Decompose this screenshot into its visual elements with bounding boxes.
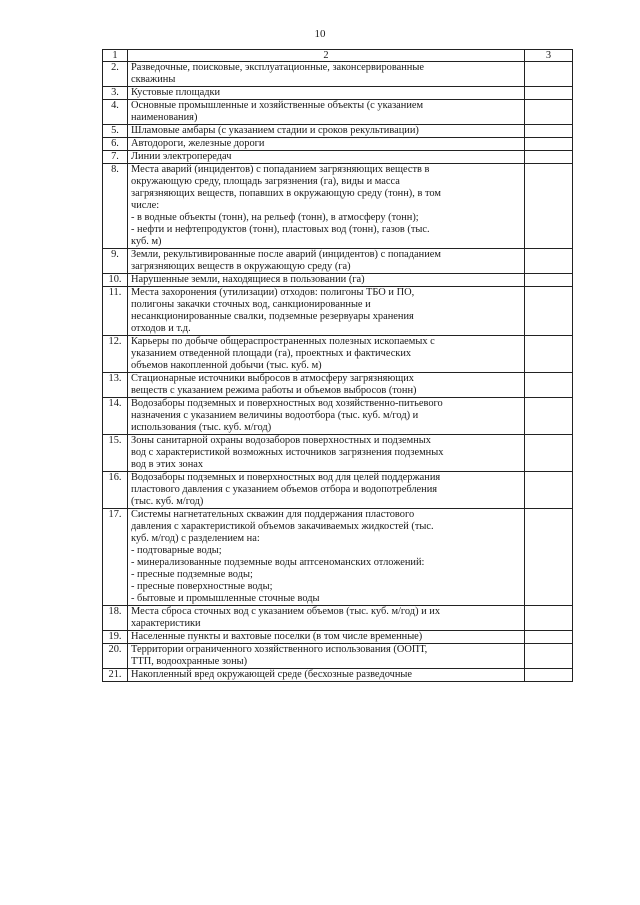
- description-line: - минерализованные подземные воды аптсеноманских отложений:: [131, 557, 425, 568]
- row-value: [525, 669, 573, 682]
- row-value: [525, 435, 573, 472]
- description-line: указанием отведенной площади (га), проектных и фактических: [131, 348, 412, 359]
- row-description: [128, 138, 525, 151]
- description-line: Места аварий (инцидентов) с попаданием загрязняющих веществ в: [131, 164, 430, 175]
- table-row: [103, 472, 573, 509]
- row-number: 7.: [103, 151, 128, 164]
- row-number: 13.: [103, 373, 128, 398]
- row-number: 5.: [103, 125, 128, 138]
- description-line: Основные промышленные и хозяйственные объекты (с указанием: [131, 100, 424, 111]
- row-value: [525, 100, 573, 125]
- row-description: [128, 249, 525, 274]
- page-number: 10: [314, 28, 326, 40]
- description-line: Водозаборы подземных и поверхностных вод хозяйственно-питьевого: [131, 398, 443, 409]
- description-line: Накопленный вред окружающей среде (бесхозные разведочные: [131, 669, 413, 680]
- row-value: [525, 644, 573, 669]
- row-number: 2.: [103, 62, 128, 87]
- table-row: [103, 336, 573, 373]
- table-row: [103, 164, 573, 249]
- description-line: полигоны закачки сточных вод, санкционированные и: [131, 299, 371, 310]
- table-row: [103, 287, 573, 336]
- row-number: 17.: [103, 509, 128, 606]
- table-row: [103, 644, 573, 669]
- table-row: [103, 151, 573, 164]
- description-line: пластового давления с указанием объемов отбора и водопотребления: [131, 484, 438, 495]
- description-line: Автодороги, железные дороги: [131, 138, 265, 149]
- description-line: Территории ограниченного хозяйственного использования (ООПТ,: [131, 644, 428, 655]
- row-number: 4.: [103, 100, 128, 125]
- description-line: веществ с указанием режима работы и объемов выбросов (тонн): [131, 385, 417, 396]
- table-row: [103, 249, 573, 274]
- description-line: вод с характеристикой возможных источников загрязнения подземных: [131, 447, 444, 458]
- row-value: [525, 606, 573, 631]
- table-row: [103, 509, 573, 606]
- row-value: [525, 87, 573, 100]
- row-value: [525, 164, 573, 249]
- description-line: объемов накопленной добычи (тыс. куб. м): [131, 360, 322, 371]
- row-value: [525, 398, 573, 435]
- description-line: окружающую среду, площадь загрязнения (га), виды и масса: [131, 176, 400, 187]
- row-value: [525, 249, 573, 274]
- description-line: Системы нагнетательных скважин для поддержания пластового: [131, 509, 415, 520]
- row-number: 6.: [103, 138, 128, 151]
- row-description: [128, 62, 525, 87]
- header-col-3: 3: [525, 50, 573, 62]
- row-value: [525, 631, 573, 644]
- description-line: загрязняющих веществ в окружающую среду (га): [131, 261, 351, 272]
- row-description: [128, 151, 525, 164]
- table-row: [103, 274, 573, 287]
- row-number: 21.: [103, 669, 128, 682]
- table-header-row: [103, 50, 573, 62]
- description-line: ТТП, водоохранные зоны): [131, 656, 248, 667]
- row-description: [128, 336, 525, 373]
- table-row: [103, 435, 573, 472]
- row-number: 11.: [103, 287, 128, 336]
- row-number: 16.: [103, 472, 128, 509]
- description-line: - бытовые и промышленные сточные воды: [131, 593, 320, 604]
- row-description: [128, 669, 525, 682]
- table-row: [103, 62, 573, 87]
- header-col-2: 2: [128, 50, 525, 62]
- description-line: Карьеры по добыче общераспространенных полезных ископаемых с: [131, 336, 435, 347]
- description-line: несанкционированные свалки, подземные резервуары хранения: [131, 311, 414, 322]
- description-line: Водозаборы подземных и поверхностных вод для целей поддержания: [131, 472, 441, 483]
- table-row: [103, 606, 573, 631]
- row-description: [128, 472, 525, 509]
- row-value: [525, 138, 573, 151]
- row-number: 14.: [103, 398, 128, 435]
- description-line: Шламовые амбары (с указанием стадии и сроков рекультивации): [131, 125, 419, 136]
- description-line: Земли, рекультивированные после аварий (инцидентов) с попаданием: [131, 249, 441, 260]
- row-description: [128, 164, 525, 249]
- description-line: - в водные объекты (тонн), на рельеф (тонн), в атмосферу (тонн);: [131, 212, 419, 223]
- description-line: Места захоронения (утилизации) отходов: полигоны ТБО и ПО,: [131, 287, 415, 298]
- row-number: 12.: [103, 336, 128, 373]
- row-description: [128, 287, 525, 336]
- table-row: [103, 631, 573, 644]
- row-value: [525, 151, 573, 164]
- description-line: куб. м/год) с разделением на:: [131, 533, 260, 544]
- description-line: вод в этих зонах: [131, 459, 204, 470]
- row-number: 10.: [103, 274, 128, 287]
- row-description: [128, 631, 525, 644]
- table-row: [103, 138, 573, 151]
- description-line: Нарушенные земли, находящиеся в пользовании (га): [131, 274, 365, 285]
- description-line: характеристики: [131, 618, 201, 629]
- table-row: [103, 125, 573, 138]
- description-line: Кустовые площадки: [131, 87, 221, 98]
- row-value: [525, 274, 573, 287]
- description-line: назначения с указанием величины водоотбора (тыс. куб. м/год) и: [131, 410, 419, 421]
- description-line: (тыс. куб. м/год): [131, 496, 204, 507]
- row-number: 15.: [103, 435, 128, 472]
- row-value: [525, 287, 573, 336]
- description-line: - пресные подземные воды;: [131, 569, 253, 580]
- row-number: 20.: [103, 644, 128, 669]
- table-row: [103, 100, 573, 125]
- row-number: 18.: [103, 606, 128, 631]
- description-line: - пресные поверхностные воды;: [131, 581, 273, 592]
- description-line: числе:: [131, 200, 160, 211]
- description-line: наименования): [131, 112, 198, 123]
- row-number: 8.: [103, 164, 128, 249]
- description-line: Зоны санитарной охраны водозаборов поверхностных и подземных: [131, 435, 431, 446]
- row-value: [525, 509, 573, 606]
- row-value: [525, 472, 573, 509]
- row-value: [525, 373, 573, 398]
- row-description: [128, 87, 525, 100]
- description-line: Стационарные источники выбросов в атмосферу загрязняющих: [131, 373, 414, 384]
- description-line: отходов и т.д.: [131, 323, 191, 334]
- row-value: [525, 125, 573, 138]
- description-line: Места сброса сточных вод с указанием объемов (тыс. куб. м/год) и их: [131, 606, 441, 617]
- description-line: куб. м): [131, 236, 162, 247]
- row-value: [525, 62, 573, 87]
- row-description: [128, 398, 525, 435]
- row-description: [128, 373, 525, 398]
- description-line: - подтоварные воды;: [131, 545, 222, 556]
- header-col-1: 1: [103, 50, 128, 62]
- row-number: 19.: [103, 631, 128, 644]
- row-description: [128, 606, 525, 631]
- row-value: [525, 336, 573, 373]
- description-line: Линии электропередач: [131, 151, 232, 162]
- table-row: [103, 669, 573, 682]
- row-description: [128, 274, 525, 287]
- description-line: использования (тыс. куб. м/год): [131, 422, 272, 433]
- table-row: [103, 87, 573, 100]
- row-description: [128, 435, 525, 472]
- row-description: [128, 100, 525, 125]
- description-line: давления с характеристикой объемов закачиваемых жидкостей (тыс.: [131, 521, 434, 532]
- row-number: 3.: [103, 87, 128, 100]
- table-row: [103, 373, 573, 398]
- row-number: 9.: [103, 249, 128, 274]
- description-line: - нефти и нефтепродуктов (тонн), пластовых вод (тонн), газов (тыс.: [131, 224, 430, 235]
- document-table: [102, 49, 573, 682]
- description-line: Разведочные, поисковые, эксплуатационные, законсервированные: [131, 62, 424, 73]
- description-line: загрязняющих веществ, попавших в окружающую среду (тонн), в том: [131, 188, 441, 199]
- row-description: [128, 125, 525, 138]
- row-description: [128, 644, 525, 669]
- description-line: скважины: [131, 74, 176, 85]
- description-line: Населенные пункты и вахтовые поселки (в том числе временные): [131, 631, 423, 642]
- table-row: [103, 398, 573, 435]
- row-description: [128, 509, 525, 606]
